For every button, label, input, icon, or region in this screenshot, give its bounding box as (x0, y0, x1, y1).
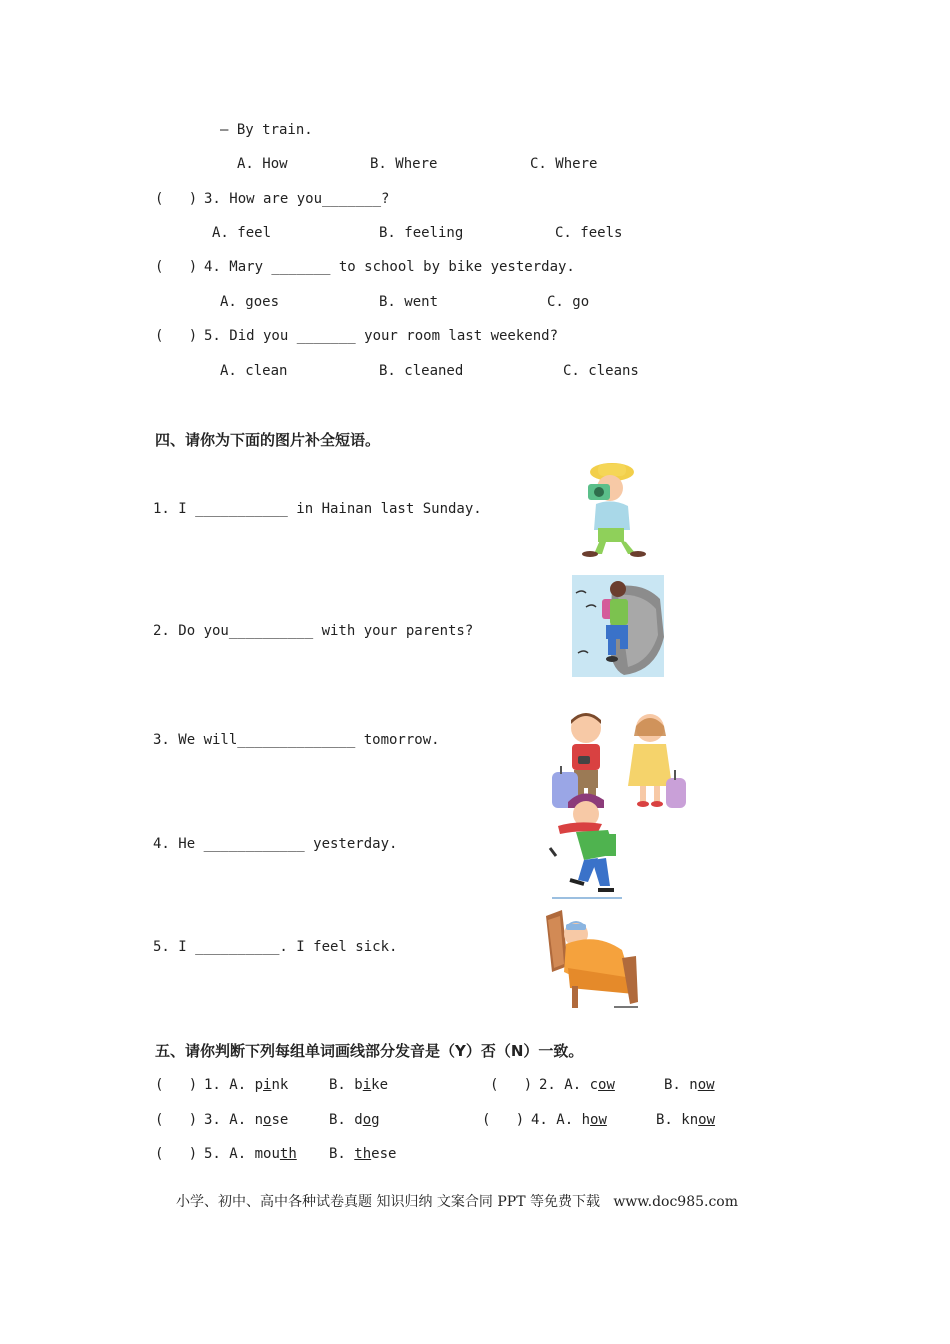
q4-option-a: A. goes (220, 294, 280, 310)
q2-answer-line: — By train. (220, 122, 313, 138)
q2-option-c: C. Where (530, 156, 598, 172)
q5-text: 5. Did you _______ your room last weekend? (204, 328, 559, 344)
q2-option-b: B. Where (370, 156, 438, 172)
q5-paren[interactable]: ( ) (155, 328, 198, 344)
s5-item-1: 1. A. pink (204, 1077, 289, 1093)
s5-item-3: 3. A. nose (204, 1112, 289, 1128)
sick-in-bed-picture (542, 906, 640, 1012)
s4-item-1: 1. I ___________ in Hainan last Sunday. (153, 501, 482, 517)
s5-item-4-b: B. know (656, 1112, 716, 1128)
s5-item-3-b: B. dog (329, 1112, 380, 1128)
section5-title: 五、请你判断下列每组单词画线部分发音是（Y）否（N）一致。 (155, 1042, 584, 1060)
camera-boy-picture (572, 460, 652, 558)
s4-item-5: 5. I __________. I feel sick. (153, 939, 398, 955)
s5-item-4-paren[interactable]: ( ) (482, 1112, 525, 1128)
q3-text: 3. How are you_______? (204, 191, 390, 207)
s5-item-5: 5. A. mouth (204, 1146, 297, 1162)
q2-option-a: A. How (237, 156, 288, 172)
s5-item-2: 2. A. cow (539, 1077, 615, 1093)
q4-option-b: B. went (379, 294, 439, 310)
q4-option-c: C. go (547, 294, 590, 310)
s4-item-2: 2. Do you__________ with your parents? (153, 623, 474, 639)
s5-item-2-b: B. now (664, 1077, 715, 1093)
s5-item-4: 4. A. how (531, 1112, 607, 1128)
s5-item-5-b: B. these (329, 1146, 397, 1162)
s4-item-3: 3. We will______________ tomorrow. (153, 732, 440, 748)
q3-option-a: A. feel (212, 225, 272, 241)
skating-boy-picture (548, 790, 626, 902)
q4-paren[interactable]: ( ) (155, 259, 198, 275)
climbing-boy-picture (572, 575, 664, 677)
q5-option-a: A. clean (220, 363, 288, 379)
q3-option-b: B. feeling (379, 225, 464, 241)
s5-item-3-paren[interactable]: ( ) (155, 1112, 198, 1128)
s5-item-2-paren[interactable]: ( ) (490, 1077, 533, 1093)
section4-title: 四、请你为下面的图片补全短语。 (155, 431, 381, 449)
q3-option-c: C. feels (555, 225, 623, 241)
s5-item-1-b: B. bike (329, 1077, 389, 1093)
s4-item-4: 4. He ____________ yesterday. (153, 836, 398, 852)
q3-paren[interactable]: ( ) (155, 191, 198, 207)
s5-item-5-paren[interactable]: ( ) (155, 1146, 198, 1162)
q5-option-b: B. cleaned (379, 363, 464, 379)
q4-text: 4. Mary _______ to school by bike yesterday. (204, 259, 575, 275)
footer-text: 小学、初中、高中各种试卷真题 知识归纳 文案合同 PPT 等免费下载 www.doc985.com (176, 1194, 739, 1210)
q5-option-c: C. cleans (563, 363, 639, 379)
s5-item-1-paren[interactable]: ( ) (155, 1077, 198, 1093)
